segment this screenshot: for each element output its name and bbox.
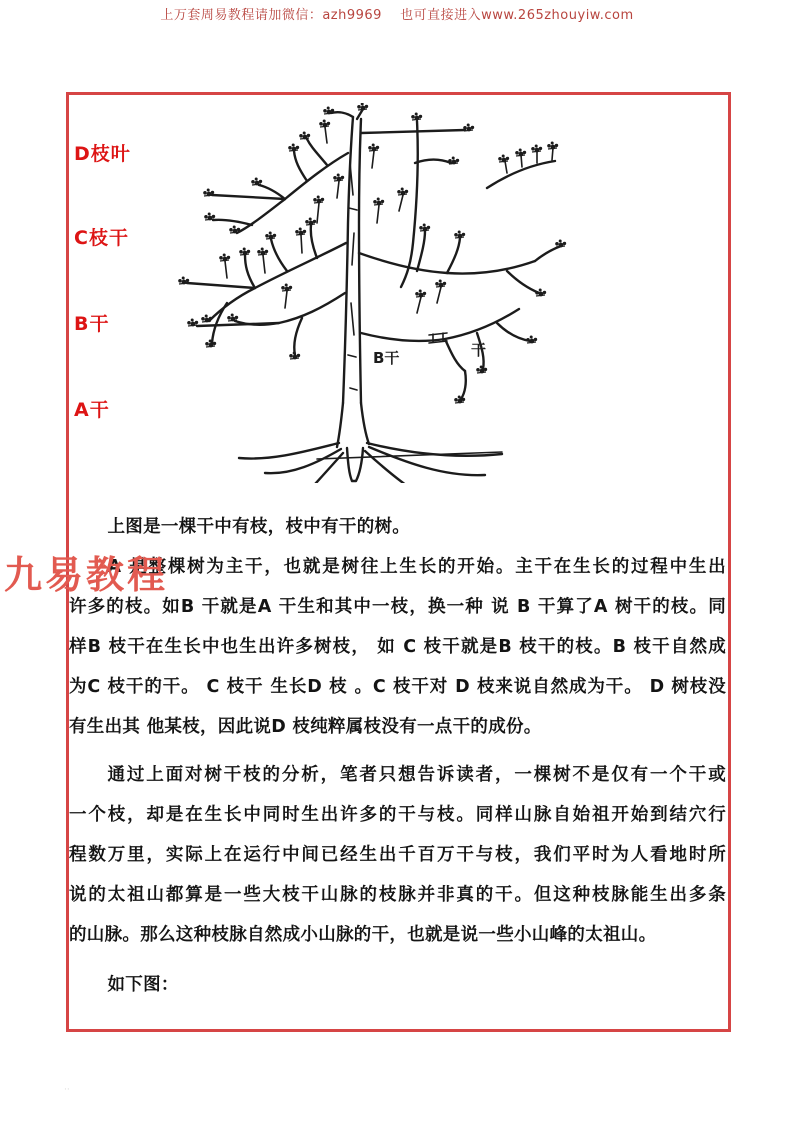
leaf-tip xyxy=(357,103,368,110)
leaf-tip xyxy=(204,213,215,221)
low-right-branch xyxy=(361,309,519,341)
leaf-tip xyxy=(535,289,546,297)
tree-svg xyxy=(167,103,567,483)
low-left-droop xyxy=(294,318,302,355)
leaf-tip xyxy=(219,254,230,262)
root-left-1 xyxy=(239,443,339,459)
leaf-tip xyxy=(547,142,558,150)
leaf-tip xyxy=(201,315,212,323)
leaf-tip xyxy=(323,107,334,115)
low-left-branch xyxy=(235,293,345,325)
figure-label-a: A干 xyxy=(74,399,110,421)
figure-inline-label-b: B干 xyxy=(373,349,400,367)
leaf-tip xyxy=(373,198,384,206)
leaf-tip xyxy=(229,226,240,234)
body-line: A 是整棵树为主干，也就是树往上生长的开始。主干在生长的过程中生出 xyxy=(107,557,726,577)
figure-label-b: B干 xyxy=(74,313,110,335)
body-line: 一个枝，却是在生长中同时生出许多的干与枝。同样山脉自始祖开始到结穴行 xyxy=(69,805,726,825)
leaf-tip xyxy=(257,248,268,256)
leaf-tip xyxy=(368,144,379,152)
right-tall-twig xyxy=(415,160,451,163)
mid-right-twig-2 xyxy=(447,238,460,273)
watermark: 九易教程 xyxy=(4,553,169,597)
mid-left-twig-2 xyxy=(245,255,255,288)
scan-artifact: ·· xyxy=(64,1085,70,1095)
upper-left-twig-4 xyxy=(213,220,252,225)
leaf-tip xyxy=(415,290,426,298)
mid-left-horizontal xyxy=(187,283,255,288)
upper-left-horizontal xyxy=(212,195,285,199)
leaf-tip xyxy=(476,366,487,374)
body-line: 如下图： xyxy=(107,975,179,995)
mid-left-twig-3 xyxy=(311,225,317,258)
leaf-tip xyxy=(531,145,542,153)
mid-left-droop xyxy=(212,303,227,343)
upper-left-branch xyxy=(237,153,348,233)
leaf-tip xyxy=(397,188,408,196)
leaf-tip xyxy=(251,178,262,186)
leaf-tip xyxy=(205,340,216,348)
body-line: 说的太祖山都算是一些大枝干山脉的枝脉并非真的干。但这种枝脉能生出多条 xyxy=(69,885,726,905)
leaf-tip xyxy=(239,248,250,256)
body-line: 许多的枝。如B 干就是A 干生和其中一枝，换一种 说 B 干算了A 树干的枝。同 xyxy=(69,597,726,617)
leaf-tip xyxy=(289,352,300,360)
leaf-tip xyxy=(227,314,238,322)
trunk-left-edge xyxy=(343,117,353,403)
leaf-tip xyxy=(526,336,537,344)
tree-illustration xyxy=(167,103,567,483)
mid-right-twig-1 xyxy=(417,231,425,271)
trunk-right-edge xyxy=(359,119,361,403)
leaf-tip xyxy=(295,228,306,236)
leaf-tip xyxy=(419,224,430,232)
promo-header: 上万套周易教程请加微信：azh9969 也可直接进入www.265zhouyiw.com xyxy=(160,8,634,23)
trunk-flare-right xyxy=(361,403,369,444)
leaf-tip xyxy=(411,113,422,121)
low-right-twig xyxy=(497,323,530,341)
figure-label-d: D枝叶 xyxy=(74,143,131,165)
leaf-tip xyxy=(498,155,509,163)
figure-label-c: C枝干 xyxy=(74,227,129,249)
leaf-tip xyxy=(454,231,465,239)
top-twig-up xyxy=(357,109,363,119)
leaf-tip xyxy=(555,240,566,248)
leaf-tip xyxy=(435,280,446,288)
leaf-tip xyxy=(187,319,198,327)
leaf-tip xyxy=(265,232,276,240)
body-line: 通过上面对树干枝的分析，笔者只想告诉读者，一棵树不是仅有一个干或 xyxy=(107,765,726,785)
mid-right-twig-3 xyxy=(507,271,539,293)
mid-right-branch xyxy=(359,253,535,274)
leaf-tip xyxy=(203,189,214,197)
top-branch-horizontal xyxy=(361,130,465,133)
far-right-stems xyxy=(505,148,553,173)
leaf-tip xyxy=(305,218,316,226)
trunk-flare-left xyxy=(337,403,343,447)
leaf-tip xyxy=(515,149,526,157)
body-line: 样B 枝干在生长中也生出许多树枝， 如 C 枝干就是B 枝干的枝。B 枝干自然成 xyxy=(69,637,726,657)
top-twig-left xyxy=(331,112,353,117)
body-line: 上图是一棵干中有枝，枝中有干的树。 xyxy=(107,517,411,537)
low-right-sub xyxy=(445,339,465,371)
upper-left-twig-2 xyxy=(294,151,307,181)
mid-left-twig-1 xyxy=(271,239,287,271)
upper-left-twig-3 xyxy=(307,139,327,165)
leaf-tip xyxy=(288,144,299,152)
low-right-droop-1 xyxy=(461,371,466,399)
figure-inline-label-trunk: 干 xyxy=(471,341,487,359)
leaf-tip xyxy=(333,174,344,182)
body-line: 有生出其 他某枝，因此说D 枝纯粹属枝没有一点干的成份。 xyxy=(69,717,542,737)
leaf-tip xyxy=(299,132,310,140)
leaf-tip xyxy=(178,277,189,285)
body-line: 为C 枝干的干。 C 枝干 生长D 枝 。C 枝干对 D 枝来说自然成为干。 D 树枝没 xyxy=(69,677,726,697)
leaf-tip xyxy=(313,196,324,204)
body-line: 的山脉。那么这种枝脉自然成小山脉的干，也就是说一些小山峰的太祖山。 xyxy=(69,925,657,945)
far-right-rising-branch xyxy=(487,161,555,188)
body-line: 程数万里，实际上在运行中间已经生出千百万干与枝，我们平时为人看地时所 xyxy=(69,845,726,865)
leaf-tip xyxy=(281,284,292,292)
trunk-taper xyxy=(347,448,363,481)
right-tall-branch xyxy=(401,121,418,287)
leaf-tip xyxy=(319,120,330,128)
mid-right-tip-branch xyxy=(535,246,561,261)
